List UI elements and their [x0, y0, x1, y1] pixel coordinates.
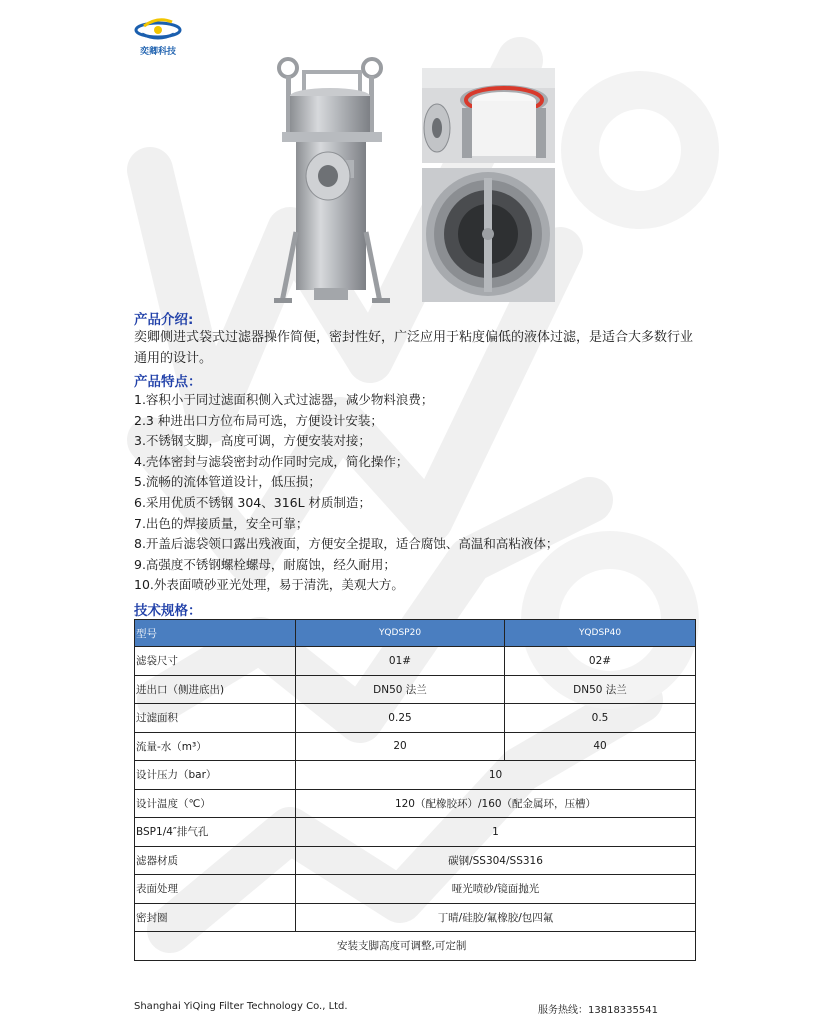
spec-row	[135, 732, 696, 761]
spec-row-value: 10	[296, 761, 696, 790]
spec-row-label: 设计压力（bar）	[135, 761, 296, 790]
feature-item: 4.壳体密封与滤袋密封动作同时完成，简化操作；	[134, 453, 409, 469]
spec-row-label: 密封圈	[135, 903, 296, 932]
spec-header-label: 型号	[135, 620, 296, 647]
spec-header-model-2: YQDSP40	[505, 620, 696, 647]
spec-header-model-1: YQDSP20	[296, 620, 505, 647]
spec-row-label: 滤袋尺寸	[135, 647, 296, 676]
spec-row-label: 滤器材质	[135, 846, 296, 875]
feature-item: 8.开盖后滤袋领口露出残液面，方便安全提取，适合腐蚀、高温和高粘液体；	[134, 536, 559, 552]
spec-row-label: 设计温度（℃）	[135, 789, 296, 818]
spec-row	[135, 903, 696, 932]
feature-item: 1.容积小于同过滤面积侧入式过滤器，减少物料浪费；	[134, 392, 434, 407]
feature-item: 3.不锈钢支脚，高度可调，方便安装对接；	[134, 433, 371, 449]
spec-row-value: 01#	[296, 647, 505, 676]
spec-row-value: 0.5	[505, 704, 696, 733]
footer-company: Shanghai YiQing Filter Technology Co., Ltd.	[134, 1001, 348, 1012]
intro-body: 奕卿侧进式袋式过滤器操作简便，密封性好，广泛应用于粘度偏低的液体过滤，是适合大多数行业通用的设计。	[134, 330, 694, 366]
spec-row	[135, 675, 696, 704]
spec-row-label: 进出口（侧进底出)	[135, 675, 296, 704]
feature-item: 7.出色的焊接质量，安全可靠；	[134, 515, 309, 531]
spec-row-label: 表面处理	[135, 875, 296, 904]
spec-title: 技术规格：	[134, 603, 202, 619]
spec-row-value: 哑光喷砂/镜面抛光	[296, 875, 696, 904]
feature-item: 2.3 种进出口方位布局可选，方便设计安装；	[134, 412, 383, 428]
spec-row-label: BSP1/4″排气孔	[135, 818, 296, 847]
spec-row-value: 碳钢/SS304/SS316	[296, 846, 696, 875]
feature-item: 5.流畅的流体管道设计，低压损；	[134, 474, 321, 490]
spec-row-value: 40	[505, 732, 696, 761]
product-photo-gasket-detail	[422, 68, 555, 163]
product-photo-interior-basket	[422, 168, 555, 302]
spec-row-value: 20	[296, 732, 505, 761]
spec-note-row	[135, 932, 696, 961]
features-list	[134, 390, 714, 596]
spec-row	[135, 846, 696, 875]
spec-row-label: 流量-水（m³）	[135, 732, 296, 761]
spec-row-value: DN50 法兰	[505, 675, 696, 704]
spec-row	[135, 789, 696, 818]
feature-item: 10.外表面喷砂亚光处理，易于清洗，美观大方。	[134, 577, 404, 593]
spec-row-value: 0.25	[296, 704, 505, 733]
intro-title: 产品介绍:	[134, 312, 194, 328]
spec-row-value: 1	[296, 818, 696, 847]
spec-row	[135, 647, 696, 676]
spec-note: 安装支脚高度可调整,可定制	[135, 932, 696, 961]
feature-item: 9.高强度不锈钢螺栓螺母，耐腐蚀，经久耐用；	[134, 556, 396, 572]
spec-row-value: 120（配橡胶环）/160（配金属环，压槽）	[296, 789, 696, 818]
spec-row	[135, 761, 696, 790]
logo-text: 奕卿科技	[139, 47, 176, 57]
spec-row-label: 过滤面积	[135, 704, 296, 733]
product-photo-side-entry-bag-filter	[268, 52, 396, 308]
feature-item: 6.采用优质不锈钢 304、316L 材质制造；	[134, 494, 372, 510]
features-title: 产品特点：	[134, 374, 202, 390]
spec-row-value: 丁晴/硅胶/氟橡胶/包四氟	[296, 903, 696, 932]
footer-hotline: 服务热线：13818335541	[538, 1005, 658, 1016]
spec-row	[135, 704, 696, 733]
spec-row	[135, 875, 696, 904]
spec-header-row	[135, 620, 696, 647]
spec-table	[134, 619, 696, 961]
spec-row	[135, 818, 696, 847]
spec-row-value: 02#	[505, 647, 696, 676]
spec-row-value: DN50 法兰	[296, 675, 505, 704]
